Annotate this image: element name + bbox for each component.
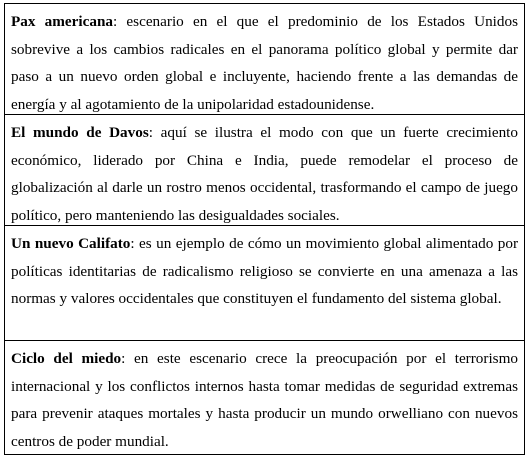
scenario-description: : en este escenario crece la preocupación por el terrorismo internacional y los conflictos internos hasta tomar medidas de seguridad extremas para prevenir ataques mortales y hasta producir un mundo orwelliano con nuevos centros de poder mundial.	[11, 350, 518, 450]
scenario-description: : escenario en el que el predominio de los Estados Unidos sobrevive a los cambios radicales en el panorama político global y permite dar paso a un nuevo orden global e incluyente, haciendo frente a las demandas de energía y al agotamiento de la unipolaridad estadounidense.	[11, 13, 518, 113]
scenario-row-mundo-de-davos	[5, 115, 524, 226]
scenario-description: : es un ejemplo de cómo un movimiento global alimentado por políticas identitarias de radicalismo religioso se convierte en una amenaza a las normas y valores occidentales que constituyen el fundamento del sistema global.	[11, 235, 519, 308]
scenarios-table	[4, 3, 525, 455]
scenario-row-pax-americana	[5, 4, 524, 115]
scenario-term: Pax americana	[11, 13, 113, 30]
scenario-term: El mundo de Davos	[11, 124, 149, 141]
scenario-row-nuevo-califato	[5, 226, 524, 341]
scenario-term: Ciclo del miedo	[11, 350, 122, 367]
scenario-term: Un nuevo Califato	[11, 235, 131, 252]
scenario-description: : aquí se ilustra el modo con que un fuerte crecimiento económico, liderado por China e India, puede remodelar el proceso de globalización al darle un rostro menos occidental, trasformando el campo de juego político, pero manteniendo las desigualdades sociales.	[11, 124, 518, 224]
scenario-row-ciclo-del-miedo	[5, 341, 524, 454]
